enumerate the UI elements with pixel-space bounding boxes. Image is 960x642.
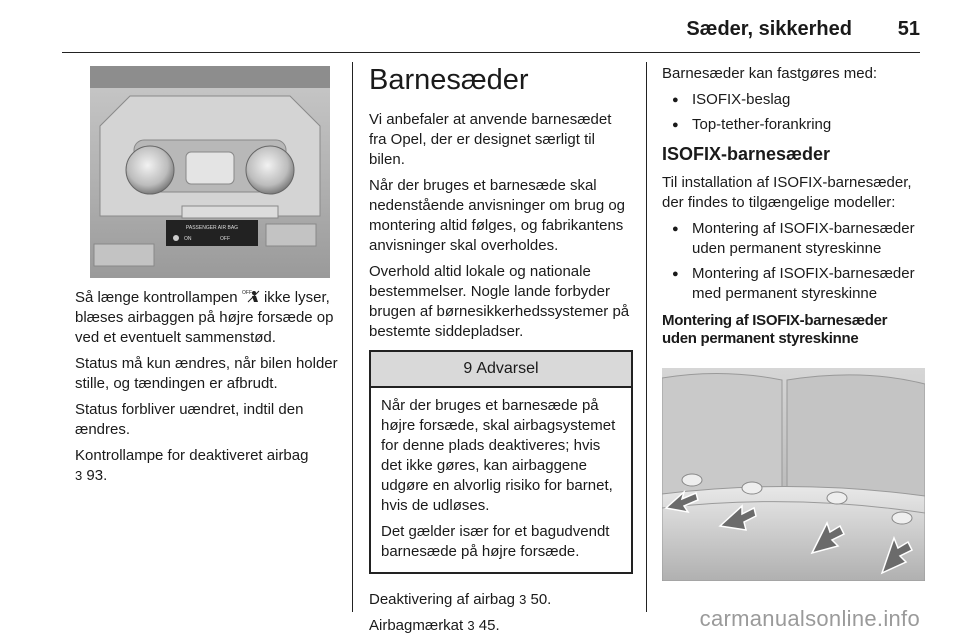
column-divider (352, 62, 353, 612)
console-photo (90, 66, 330, 278)
list-item: ● Montering af ISOFIX-barnesæder uden permanent styreskinne (662, 219, 924, 259)
middle-paragraph-5 (369, 616, 633, 636)
text: Deaktivering af airbag (369, 591, 515, 608)
header-rule (62, 52, 920, 53)
warning-body (371, 388, 631, 572)
middle-paragraph-2: Når der bruges et barnesæde skal nedenstående anvisninger om brug og montering altid følges, og fabrikantens anvisninger skal overholdes. (369, 177, 626, 254)
column-divider (646, 62, 647, 612)
panel-on-label: ON (184, 236, 192, 242)
warning-triangle-icon: 9 (463, 360, 473, 377)
warning-header (371, 352, 631, 388)
text: Airbagmærkat (369, 617, 464, 634)
text: ikke lyser, blæses airbaggen på højre forsæde op ved et eventuelt sammenstød. (75, 289, 334, 346)
ref-arrow-icon: 3 (467, 618, 475, 633)
svg-text:OFF: OFF (241, 290, 252, 296)
warning-paragraph-2: Det gælder især for et bagudvendt barnesæde på højre forsæde. (381, 523, 610, 560)
left-paragraph-2: Status må kun ændres, når bilen holder stille, og tændingen er afbrudt. (75, 355, 338, 392)
ref-arrow-icon: 3 (519, 592, 527, 607)
watermark: carmanualsonline.info (699, 606, 920, 631)
ref-arrow-icon: 3 (75, 468, 83, 483)
right-intro: Barnesæder kan fastgøres med: (662, 65, 878, 82)
list-item: ● Montering af ISOFIX-barnesæder med permanent styreskinne (662, 264, 924, 304)
section-title: Sæder, sikkerhed (686, 18, 852, 40)
section-heading: Barnesæder (369, 64, 529, 96)
page-reference[interactable]: 45. (478, 617, 500, 634)
warning-title: Advarsel (476, 360, 539, 377)
page-reference[interactable]: 50. (530, 591, 552, 608)
page-number: 51 (897, 18, 920, 40)
list-item: ● Top-tether-forankring (662, 115, 924, 135)
list-item: ● ISOFIX-beslag (662, 90, 924, 110)
middle-paragraph-4 (369, 590, 633, 610)
middle-paragraph-1: Vi anbefaler at anvende barnesædet fra Opel, der er designet særligt til bilen. (369, 111, 612, 168)
left-paragraph-4 (75, 446, 347, 486)
right-column (662, 64, 924, 354)
isofix-heading: ISOFIX-barnesæder (662, 144, 831, 164)
panel-off-label: OFF (220, 236, 230, 242)
page-reference[interactable]: 93. (86, 467, 108, 484)
warning-box (369, 350, 633, 574)
text: Kontrollampe for deaktiveret airbag (75, 447, 309, 464)
fastening-list (662, 90, 924, 135)
mounting-subheading: Montering af ISOFIX-barnesæder uden permanent styreskinne (662, 312, 888, 347)
warning-paragraph-1: Når der bruges et barnesæde på højre forsæde, skal airbagsystemet for denne plads deaktiveres; hvis det ikke gøres, kan airbaggene udgøre en alvorlig risiko for barnet, hvis de udløses. (381, 397, 616, 514)
models-list (662, 219, 924, 304)
middle-column (369, 64, 633, 642)
middle-paragraph-3: Overhold altid lokale og nationale bestemmelser. Nogle lande forbyder brugen af børnesikkerhedssystemer på bestemte siddepladser. (369, 263, 630, 340)
rear-seat-photo (662, 368, 925, 581)
left-column (75, 288, 347, 492)
panel-label: PASSENGER AIR BAG (185, 225, 239, 231)
left-paragraph-3: Status forbliver uændret, indtil den ændres. (75, 401, 304, 438)
airbag-off-icon (242, 289, 260, 303)
text: Så længe kontrollampen (75, 289, 238, 306)
right-paragraph-1: Til installation af ISOFIX-barnesæder, der findes to tilgængelige modeller: (662, 174, 912, 211)
page-header (0, 0, 960, 56)
left-paragraph-1 (75, 288, 347, 348)
